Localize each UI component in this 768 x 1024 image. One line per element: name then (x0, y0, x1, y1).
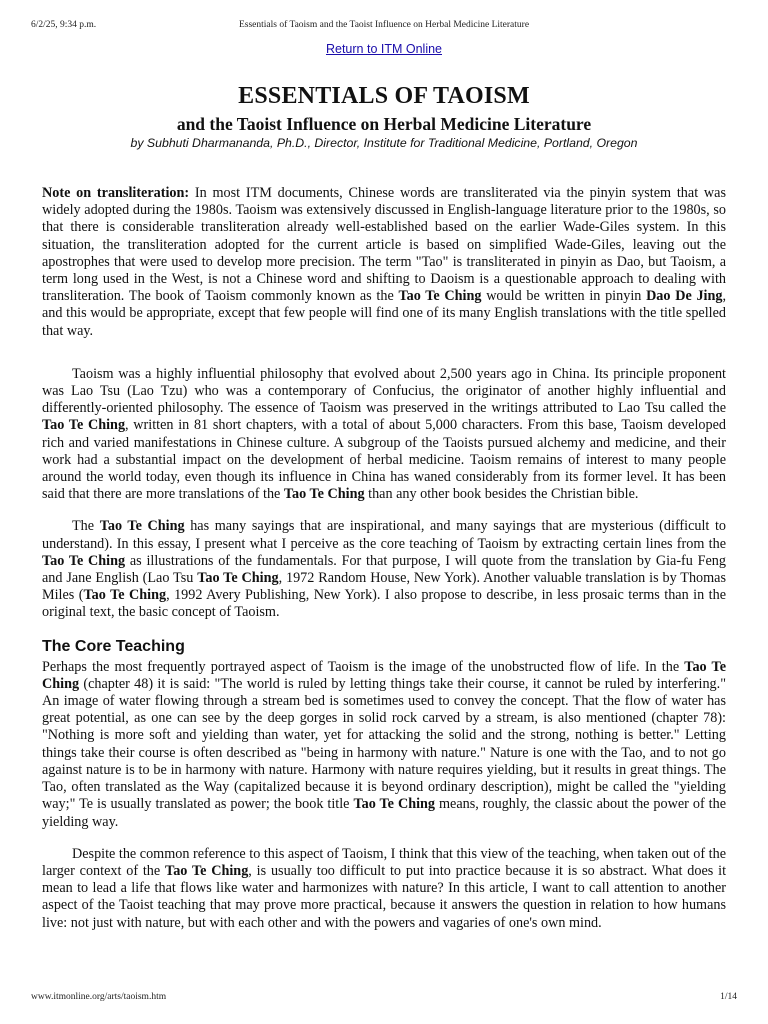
byline: by Subhuti Dharmananda, Ph.D., Director, Institute for Traditional Medicine, Portland, Oregon (130, 136, 638, 150)
paragraph-core-teaching: Perhaps the most frequently portrayed aspect of Taoism is the image of the unobstructed flow of life. In the Tao Te Ching (chapter 48) it is said: "The world is ruled by letting things take their course, it cannot be ruled by interfering." An image of water flowing through a stream bed is sometimes used to convey the concept. That the flow of water has great potential, as one can see by the deep gorges in solid rock carved by a stream, is also mentioned (chapter 78): "Nothing is more soft and yielding than water, yet for attacking the solid and the strong, nothing is better." Letting things take their course is often described as "being in harmony with nature." Nature is one with the Tao, and to not go against nature is to be in harmony with nature. Harmony with nature requires yielding, but it results in great things. The Tao, often translated as the Way (capitalized because it is beyond ordinary description), might be called the "yielding way;" Te is usually translated as power; the book title Tao Te Ching means, roughly, the classic about the power of the yielding way. (42, 658, 726, 830)
page-number: 1/14 (720, 992, 737, 1002)
transliteration-note: Note on transliteration: In most ITM documents, Chinese words are transliterated via the pinyin system that was widely adopted during the 1980s. Taoism was extensively discussed in English-language literature prior to the 1980s, so that there is considerable transliteration already well-established based on the earlier Wade-Giles system. In this situation, the transliteration adopted for the current article is based on simplified Wade-Giles, leaving out the apostrophes that were used to develop more precision. The term "Tao" is transliterated in pinyin as Dao, but Taoism, a term long used in the West, is not a Chinese word and shifting to Daoism is a questionable approach to dealing with transliteration. The book of Taoism commonly known as the Tao Te Ching would be written in pinyin Dao De Jing, and this would be appropriate, except that few people will find one of its many English translations with the title spelled that way. (42, 185, 727, 339)
section-heading-core-teaching: The Core Teaching (42, 637, 185, 655)
page-title: ESSENTIALS OF TAOISM (238, 83, 530, 109)
print-datetime: 6/2/25, 9:34 p.m. (31, 20, 97, 30)
print-url: www.itmonline.org/arts/taoism.htm (31, 992, 167, 1002)
print-header (31, 20, 737, 34)
return-link[interactable]: Return to ITM Online (325, 42, 442, 56)
note-lead: Note on transliteration: (42, 185, 190, 201)
paragraph-sayings: The Tao Te Ching has many sayings that are inspirational, and many sayings that are mysterious (difficult to understand). In this essay, I present what I perceive as the core teaching of Taoism by extracting certain lines from the Tao Te Ching as illustrations of the fundamentals. For that purpose, I will quote from the translation by Gia-fu Feng and Jane English (Lao Tsu Tao Te Ching, 1972 Random House, New York). Another valuable translation is by Thomas Miles (Tao Te Ching, 1992 Avery Publishing, New York). I also propose to describe, in less prosaic terms than in the original text, the basic concept of Taoism. (42, 518, 727, 621)
article (42, 42, 726, 947)
paragraph-intro: Taoism was a highly influential philosophy that evolved about 2,500 years ago in China. Its principle proponent was Lao Tsu (Lao Tzu) who was a contemporary of Confucius, the originator of another highly influential and differently-oriented philosophy. The essence of Taoism was preserved in the writings attributed to Lao Tsu called the Tao Te Ching, written in 81 short chapters, with a total of about 5,000 characters. From this base, Taoism developed rich and varied manifestations in Chinese culture. A subgroup of the Taoists pursued alchemy and medicine, and their work had a substantial impact on the development of herbal medicine. Taoism remains of interest to many people around the world today, even though its influence in China has waned considerably from its former level. It has been said that there are more translations of the Tao Te Ching than any other book besides the Christian bible. (42, 365, 726, 503)
paragraph-practical-aspect: Despite the common reference to this aspect of Taoism, I think that this view of the teaching, when taken out of the larger context of the Tao Te Ching, is usually too difficult to put into practice because it is so abstract. What does it mean to lead a life that flows like water and harmonizes with nature? In this article, I want to call attention to another aspect of the Taoist teaching that may prove more practical, because it answers the question in relation to how humans live: not just with nature, but with each other and with the powers and vagaries of one's own mind. (42, 845, 727, 931)
return-link-row (42, 42, 726, 56)
print-doc-title: Essentials of Taoism and the Taoist Influence on Herbal Medicine Literature (238, 20, 530, 30)
page-subtitle: and the Taoist Influence on Herbal Medicine Literature (176, 114, 592, 134)
print-footer (31, 992, 737, 1006)
